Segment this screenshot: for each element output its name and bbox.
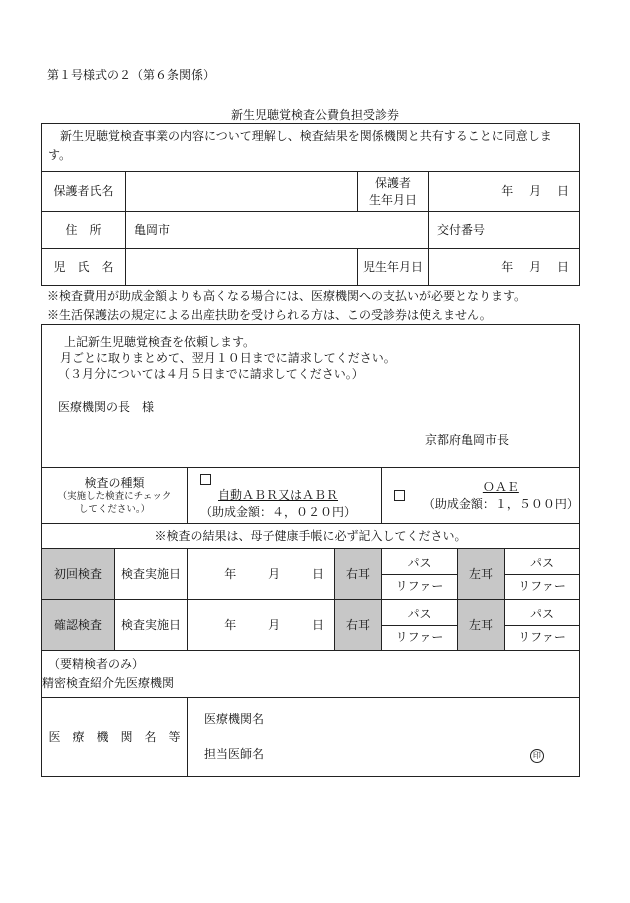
initial-test-label: 初回検査: [42, 549, 115, 600]
confirm-exam-date-field[interactable]: 年 月 日: [188, 600, 335, 651]
initial-left-ear-result[interactable]: [505, 549, 580, 600]
issuer: 京都府亀岡市長: [425, 432, 510, 447]
note-payment: ※検査費用が助成金額よりも高くなる場合には、医療機関への支払いが必要となります。: [47, 289, 527, 303]
initial-right-ear-label: 右耳: [335, 549, 382, 600]
abr-checkbox[interactable]: [200, 474, 211, 485]
confirm-right-ear-result[interactable]: [382, 600, 458, 651]
guardian-name-label: 保護者氏名: [42, 172, 126, 212]
confirm-right-pass[interactable]: パス: [382, 603, 457, 626]
confirm-left-refer[interactable]: リファー: [518, 629, 566, 644]
guardian-birth-date-field[interactable]: 年 月 日: [429, 172, 580, 212]
address-field[interactable]: 亀岡市: [126, 212, 429, 249]
confirm-right-refer[interactable]: リファー: [395, 629, 444, 644]
addressee: 医療機関の長 様: [58, 399, 155, 414]
institution-field[interactable]: [188, 698, 580, 777]
confirm-left-ear-label: 左耳: [458, 600, 505, 651]
referral-heading: （要精検者のみ） 精密検査紹介先医療機関: [42, 651, 580, 698]
initial-exam-date-label: 検査実施日: [115, 549, 188, 600]
initial-right-refer[interactable]: リファー: [395, 578, 444, 593]
child-name-field[interactable]: [126, 249, 358, 286]
request-line-1: 上記新生児聴覚検査を依頼します。: [64, 335, 256, 349]
oae-name: ＯＡＥ: [482, 480, 519, 495]
oae-checkbox[interactable]: [394, 490, 405, 501]
applicant-table: [41, 123, 580, 286]
request-line-2: 月ごとに取りまとめて、翌月１０日までに請求してください。: [60, 351, 396, 366]
confirm-right-ear-label: 右耳: [335, 600, 382, 651]
confirm-exam-date-label: 検査実施日: [115, 600, 188, 651]
child-birth-date-field[interactable]: 年 月 日: [429, 249, 580, 286]
oae-amount: （助成金額：１，５００円）: [422, 496, 579, 511]
initial-left-refer[interactable]: リファー: [518, 578, 566, 593]
abr-name: 自動ＡＢＲ又はＡＢＲ: [218, 488, 339, 503]
guardian-name-field[interactable]: [126, 172, 358, 212]
issue-number-label: 交付番号: [437, 222, 486, 237]
confirm-test-label: 確認検査: [42, 600, 115, 651]
form-number: 第１号様式の２（第６条関係）: [47, 68, 216, 82]
confirm-left-pass[interactable]: パス: [505, 603, 579, 626]
request-line-3: （３月分については４月５日までに請求してください。）: [58, 367, 364, 382]
confirm-left-ear-result[interactable]: [505, 600, 580, 651]
request-table: [41, 324, 580, 777]
document-title: 新生児聴覚検査公費負担受診券: [230, 108, 399, 122]
initial-right-pass[interactable]: パス: [382, 552, 457, 575]
consent-statement: 新生児聴覚検査事業の内容について理解し、検査結果を関係機関と共有することに同意します。: [42, 124, 580, 172]
guardian-birth-label: 保護者 生年月日: [358, 172, 429, 212]
institution-name-label: 医療機関名: [204, 712, 265, 727]
doctor-name-label: 担当医師名: [204, 747, 265, 761]
initial-right-ear-result[interactable]: [382, 549, 458, 600]
results-notice: ※検査の結果は、母子健康手帳に必ず記入してください。: [42, 524, 580, 549]
institution-label: 医 療 機 関 名 等: [42, 698, 188, 777]
initial-left-ear-label: 左耳: [458, 549, 505, 600]
note-welfare: ※生活保護法の規定による出産扶助を受けられる方は、この受診券は使えません。: [47, 308, 492, 322]
seal-icon: 印: [530, 749, 544, 763]
request-section: [42, 325, 580, 468]
child-name-label: 児 氏 名: [42, 249, 126, 286]
test-type-label: 検査の種類 （実施した検査にチェック してください。）: [42, 468, 188, 524]
test-option-abr[interactable]: [188, 468, 382, 524]
issue-number-field[interactable]: [429, 212, 580, 249]
initial-left-pass[interactable]: パス: [505, 552, 579, 575]
initial-exam-date-field[interactable]: 年 月 日: [188, 549, 335, 600]
child-birth-label: 児生年月日: [358, 249, 429, 286]
test-option-oae[interactable]: [382, 468, 580, 524]
abr-amount: （助成金額：４，０２０円）: [200, 504, 357, 519]
address-label: 住 所: [42, 212, 126, 249]
